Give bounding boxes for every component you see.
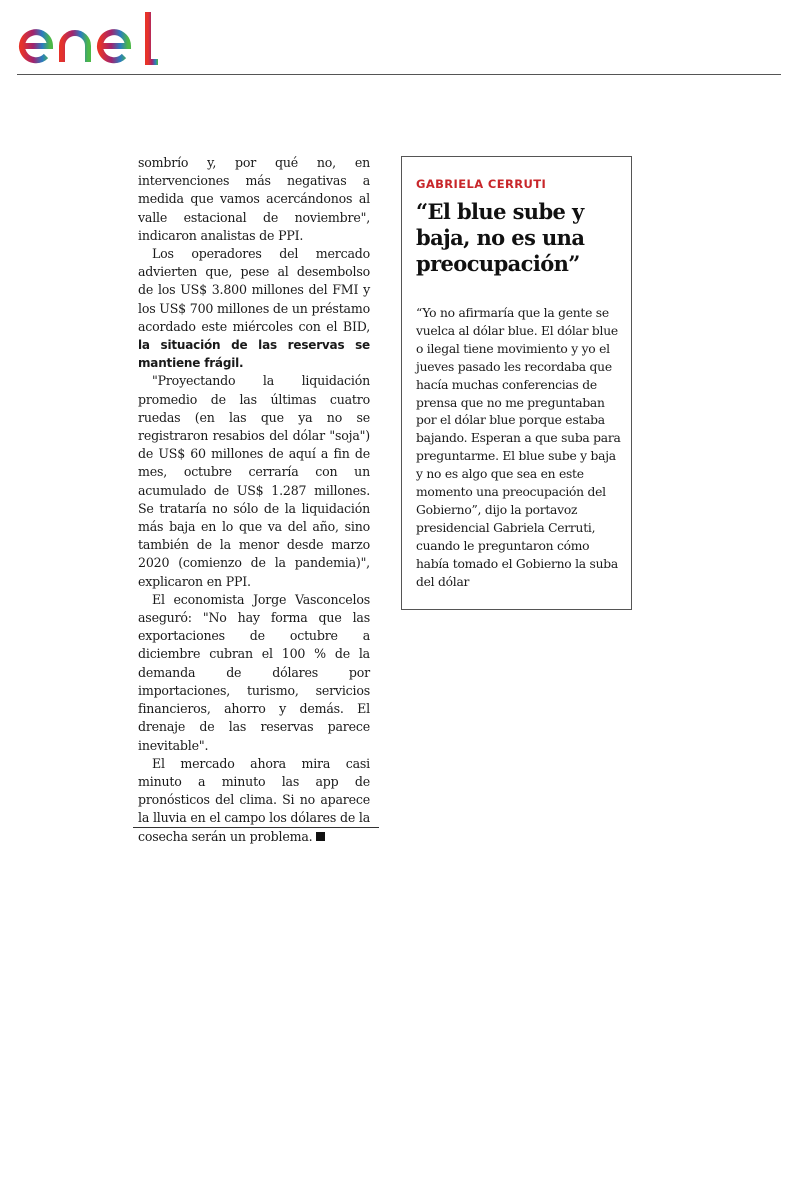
header-divider (17, 74, 781, 75)
article-paragraph: El mercado ahora mira casi minuto a minuto las app de pronósticos del clima. Si no aparece la lluvia en el campo los dólares de la cosecha serán un problema. (138, 755, 371, 844)
article-paragraph: Los operadores del mercado advierten que, pese al desembolso de los US$ 3.800 millones del FMI y los US$ 700 millones de un préstamo acordado este miércoles con el BID, la situación de las reservas se mantiene frágil. (138, 246, 370, 371)
sidebar-quote: “Yo no afirmaría que la gente se vuelca al dólar blue. El dólar blue o ilegal tiene movimiento y yo el jueves pasado les recordaba que hacía muchas conferencias de prensa que no me preguntaban por el dólar blue porque estaba bajando. Esperan a que suba para preguntarme. El blue sube y baja y no es algo que sea en este momento una preocupación del Gobierno”, dijo la portavoz presidencial Gabriela Cerruti, cuando le preguntaron cómo había tomado el Gobierno la suba del dólar (416, 306, 621, 589)
article-paragraph: El economista Jorge Vasconcelos aseguró: "No hay forma que las exportaciones de octubre a diciembre cubran el 100 % de la demanda de dólares por importaciones, turismo, servicios financieros, ahorro y demás. El drenaje de las reservas parece inevitable". (138, 591, 370, 753)
sidebar-headline: “El blue sube y baja, no es una preocupación” (416, 199, 585, 276)
quote-sidebar-box (401, 156, 632, 610)
article-column (138, 154, 370, 846)
end-of-article-square-icon (316, 832, 325, 841)
sidebar-kicker: GABRIELA CERRUTI (416, 177, 547, 191)
bold-highlight: la situación de las reservas se mantiene frágil. (138, 338, 370, 371)
enel-logo (18, 8, 168, 66)
article-paragraph: "Proyectando la liquidación promedio de las últimas cuatro ruedas (en las que ya no se registraron resabios del dólar "soja") de US$ 60 millones de aquí a fin de mes, octubre cerraría con un acumulado de US$ 1.287 millones. Se trataría no sólo de la liquidación más baja en lo que va del año, sino también de la menor desde marzo 2020 (comienzo de la pandemia)", explicaron en PPI. (138, 373, 370, 589)
page-header (0, 0, 800, 76)
column-bottom-rule (133, 827, 379, 828)
article-paragraph: sombrío y, por qué no, en intervenciones más negativas a medida que vamos acercándonos al valle estacional de noviembre", indicaron analistas de PPI. (138, 155, 370, 243)
